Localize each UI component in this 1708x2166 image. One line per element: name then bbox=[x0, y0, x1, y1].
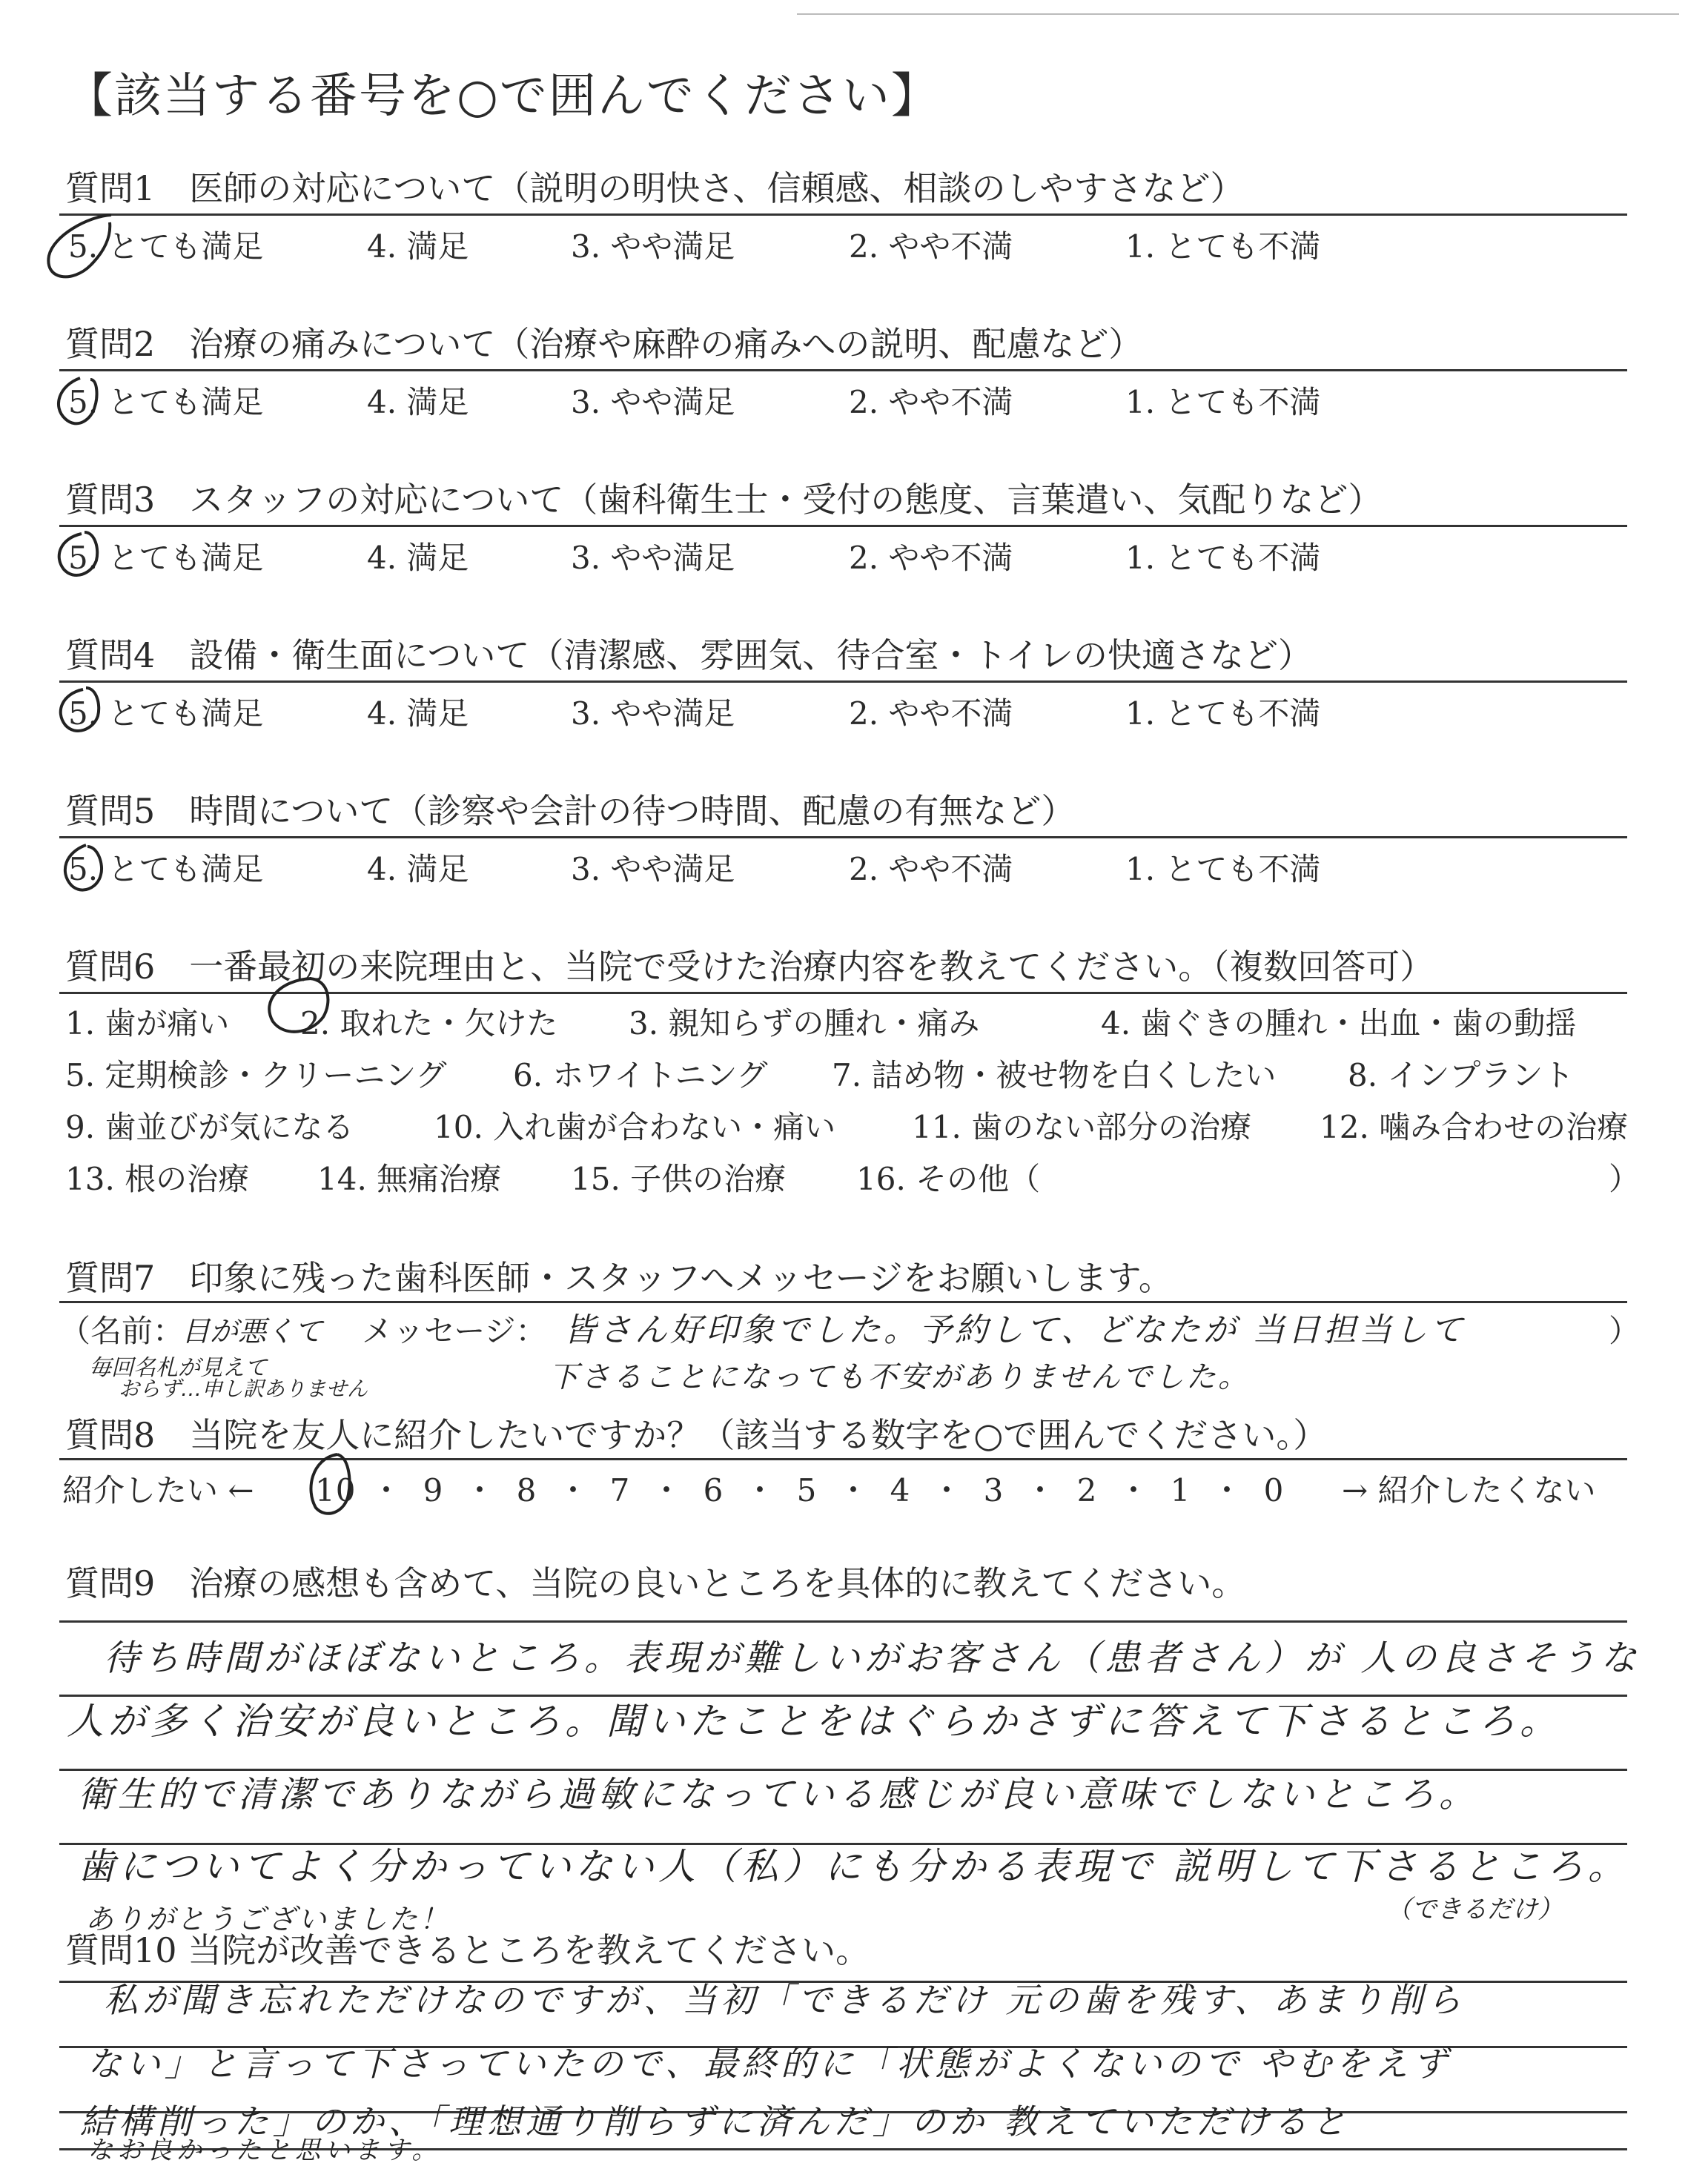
q1-option-3[interactable]: 3. やや満足 bbox=[571, 228, 735, 265]
q2-option-5[interactable]: 5. とても満足 bbox=[68, 384, 264, 420]
q4-option-2[interactable]: 2. やや不満 bbox=[849, 695, 1013, 732]
q4-option-5[interactable]: 5. とても満足 bbox=[68, 695, 264, 732]
q8-scale-1[interactable]: 1 bbox=[1170, 1472, 1191, 1508]
q10-answer-line1[interactable]: 私が聞き忘れただけなのですが、当初「できるだけ 元の歯を残す、あまり削ら bbox=[104, 1980, 1466, 2020]
question-10-title: 質問10 当院が改善できるところを教えてください。 bbox=[65, 1930, 870, 1970]
q8-scale-separator: ・ bbox=[1117, 1472, 1150, 1508]
q3-option-4[interactable]: 4. 満足 bbox=[367, 540, 469, 576]
question-3-title: 質問3 スタッフの対応について（歯科衛生士・受付の態度、言葉遣い、気配りなど） bbox=[65, 480, 1383, 520]
q1-option-5[interactable]: 5. とても満足 bbox=[68, 228, 264, 265]
q6-option-14[interactable]: 14. 無痛治療 bbox=[317, 1161, 502, 1197]
q8-scale-0[interactable]: 0 bbox=[1263, 1472, 1285, 1508]
q6-option-11[interactable]: 11. 歯のない部分の治療 bbox=[912, 1109, 1252, 1145]
q3-option-5[interactable]: 5. とても満足 bbox=[68, 540, 264, 576]
q7-name-label: （名前： bbox=[59, 1313, 185, 1349]
q6-option-7[interactable]: 7. 詰め物・被せ物を白くしたい bbox=[832, 1057, 1277, 1093]
q5-option-5[interactable]: 5. とても満足 bbox=[68, 851, 264, 887]
q5-option-3[interactable]: 3. やや満足 bbox=[571, 851, 735, 887]
q5-answer-circle bbox=[65, 845, 102, 890]
q4-option-1[interactable]: 1. とても不満 bbox=[1125, 695, 1321, 732]
question-2-title: 質問2 治療の痛みについて（治療や麻酔の痛みへの説明、配慮など） bbox=[65, 324, 1143, 364]
q9-answer-line5[interactable]: ありがとうございました！ bbox=[85, 1903, 451, 1935]
q8-scale-separator: ・ bbox=[930, 1472, 963, 1508]
q8-answer-circle bbox=[311, 1454, 349, 1514]
q1-option-4[interactable]: 4. 満足 bbox=[367, 228, 469, 265]
q8-scale-8[interactable]: 8 bbox=[516, 1472, 537, 1508]
q6-option-4[interactable]: 4. 歯ぐきの腫れ・出血・歯の動揺 bbox=[1101, 1005, 1577, 1041]
q2-answer-circle bbox=[59, 378, 97, 423]
question-9-title: 質問9 治療の感想も含めて、当院の良いところを具体的に教えてください。 bbox=[65, 1563, 1246, 1603]
q8-scale-4[interactable]: 4 bbox=[890, 1472, 911, 1508]
q8-scale-3[interactable]: 3 bbox=[983, 1472, 1004, 1508]
q7-message-line1[interactable]: 皆さん好印象でした。予約して、どなたが 当日担当して bbox=[563, 1311, 1466, 1349]
q7-close: ） bbox=[1609, 1313, 1641, 1349]
q5-option-1[interactable]: 1. とても不満 bbox=[1125, 851, 1321, 887]
q9-answer-line1[interactable]: 待ち時間がほぼないところ。表現が難しいがお客さん（患者さん）が 人の良さそうな bbox=[104, 1637, 1641, 1679]
q2-option-2[interactable]: 2. やや不満 bbox=[849, 384, 1013, 420]
q10-answer-line3[interactable]: 結構削った」のか、「理想通り削らずに済んだ」のか 教えていただけると bbox=[80, 2102, 1351, 2142]
question-6-title: 質問6 一番最初の来院理由と、当院で受けた治療内容を教えてください。（複数回答可） bbox=[65, 947, 1434, 987]
q6-option-16[interactable]: 16. その他（ bbox=[856, 1161, 1041, 1197]
q8-scale-separator: ・ bbox=[1024, 1472, 1056, 1508]
q6-option-2[interactable]: 2. 取れた・欠けた bbox=[300, 1005, 558, 1041]
q7-name-note-line2: おらず…申し訳ありません bbox=[119, 1377, 368, 1401]
q8-scale-9[interactable]: 9 bbox=[423, 1472, 444, 1508]
q8-scale-2[interactable]: 2 bbox=[1076, 1472, 1098, 1508]
q4-option-4[interactable]: 4. 満足 bbox=[367, 695, 469, 732]
question-7-title: 質問7 印象に残った歯科医師・スタッフへメッセージをお願いします。 bbox=[65, 1258, 1173, 1298]
question-5-title: 質問5 時間について（診察や会計の待つ時間、配慮の有無など） bbox=[65, 791, 1076, 831]
q2-option-3[interactable]: 3. やや満足 bbox=[571, 384, 735, 420]
q8-scale-separator: ・ bbox=[1211, 1472, 1243, 1508]
q6-option-3[interactable]: 3. 親知らずの腫れ・痛み bbox=[629, 1005, 980, 1041]
q6-option-5[interactable]: 5. 定期検診・クリーニング bbox=[65, 1057, 447, 1093]
q8-scale-separator: ・ bbox=[744, 1472, 776, 1508]
q6-option-10[interactable]: 10. 入れ歯が合わない・痛い bbox=[434, 1109, 836, 1145]
q8-scale-6[interactable]: 6 bbox=[703, 1472, 724, 1508]
q10-answer-line4[interactable]: なお良かったと思います。 bbox=[87, 2136, 442, 2165]
q8-scale-separator: ・ bbox=[650, 1472, 683, 1508]
page-heading: 【該当する番号を○で囲んでください】 bbox=[65, 69, 940, 124]
q5-option-4[interactable]: 4. 満足 bbox=[367, 851, 469, 887]
q4-answer-circle bbox=[61, 688, 99, 731]
q6-option-12[interactable]: 12. 噛み合わせの治療 bbox=[1320, 1109, 1629, 1145]
question-1-title: 質問1 医師の対応について（説明の明快さ、信頼感、相談のしやすさなど） bbox=[65, 168, 1245, 208]
q2-option-1[interactable]: 1. とても不満 bbox=[1125, 384, 1321, 420]
q3-answer-circle bbox=[59, 532, 97, 575]
q6-option-1[interactable]: 1. 歯が痛い bbox=[65, 1005, 230, 1041]
q8-left-label: 紹介したい ← bbox=[62, 1472, 254, 1508]
q1-option-1[interactable]: 1. とても不満 bbox=[1125, 228, 1321, 265]
q9-answer-line3[interactable]: 衛生的で清潔でありながら過敏になっている感じが良い意味でしないところ。 bbox=[78, 1774, 1480, 1815]
q7-name-note-line1: 毎回名札が見えて bbox=[89, 1355, 267, 1381]
q6-other-close: ） bbox=[1609, 1161, 1641, 1197]
q9-answer-line4[interactable]: 歯についてよく分かっていない人（私）にも分かる表現で 説明して下さるところ。 bbox=[78, 1845, 1629, 1888]
q10-answer-line2[interactable]: ない」と言って下さっていたので、最終的に「状態がよくないので やむをえず bbox=[87, 2044, 1452, 2084]
q8-scale-5[interactable]: 5 bbox=[796, 1472, 818, 1508]
q3-option-3[interactable]: 3. やや満足 bbox=[571, 540, 735, 576]
q8-scale-7[interactable]: 7 bbox=[609, 1472, 631, 1508]
q8-right-label: → 紹介したくない bbox=[1342, 1472, 1596, 1508]
q7-name-handwritten[interactable]: 目が悪くて bbox=[182, 1315, 323, 1348]
q2-option-4[interactable]: 4. 満足 bbox=[367, 384, 469, 420]
q8-scale-10[interactable]: 10 bbox=[315, 1472, 357, 1508]
q4-option-3[interactable]: 3. やや満足 bbox=[571, 695, 735, 732]
q8-scale-separator: ・ bbox=[837, 1472, 870, 1508]
q6-option-6[interactable]: 6. ホワイトニング bbox=[513, 1057, 768, 1093]
q8-scale-separator: ・ bbox=[370, 1472, 403, 1508]
q6-option-9[interactable]: 9. 歯並びが気になる bbox=[65, 1109, 354, 1145]
q5-option-2[interactable]: 2. やや不満 bbox=[849, 851, 1013, 887]
q7-message-label: メッセージ： bbox=[362, 1313, 547, 1349]
q3-option-1[interactable]: 1. とても不満 bbox=[1125, 540, 1321, 576]
q10-annotation: （できるだけ） bbox=[1386, 1895, 1563, 1924]
q6-answer-circle bbox=[269, 978, 328, 1032]
question-4-title: 質問4 設備・衛生面について（清潔感、雰囲気、待合室・トイレの快適さなど） bbox=[65, 635, 1313, 675]
q8-scale-separator: ・ bbox=[557, 1472, 589, 1508]
q6-option-8[interactable]: 8. インプラント bbox=[1348, 1057, 1575, 1093]
q6-option-13[interactable]: 13. 根の治療 bbox=[65, 1161, 250, 1197]
question-8-title: 質問8 当院を友人に紹介したいですか？（該当する数字を○で囲んでください。） bbox=[65, 1415, 1328, 1455]
q1-option-2[interactable]: 2. やや不満 bbox=[849, 228, 1013, 265]
q6-option-15[interactable]: 15. 子供の治療 bbox=[571, 1161, 787, 1197]
q3-option-2[interactable]: 2. やや不満 bbox=[849, 540, 1013, 576]
q7-message-line2[interactable]: 下さることになっても不安がありませんでした。 bbox=[549, 1360, 1250, 1394]
q8-scale-separator: ・ bbox=[463, 1472, 496, 1508]
q9-answer-line2[interactable]: 人が多く治安が良いところ。聞いたことをはぐらかさずに答えて下さるところ。 bbox=[67, 1700, 1561, 1743]
q1-answer-circle bbox=[48, 215, 111, 276]
